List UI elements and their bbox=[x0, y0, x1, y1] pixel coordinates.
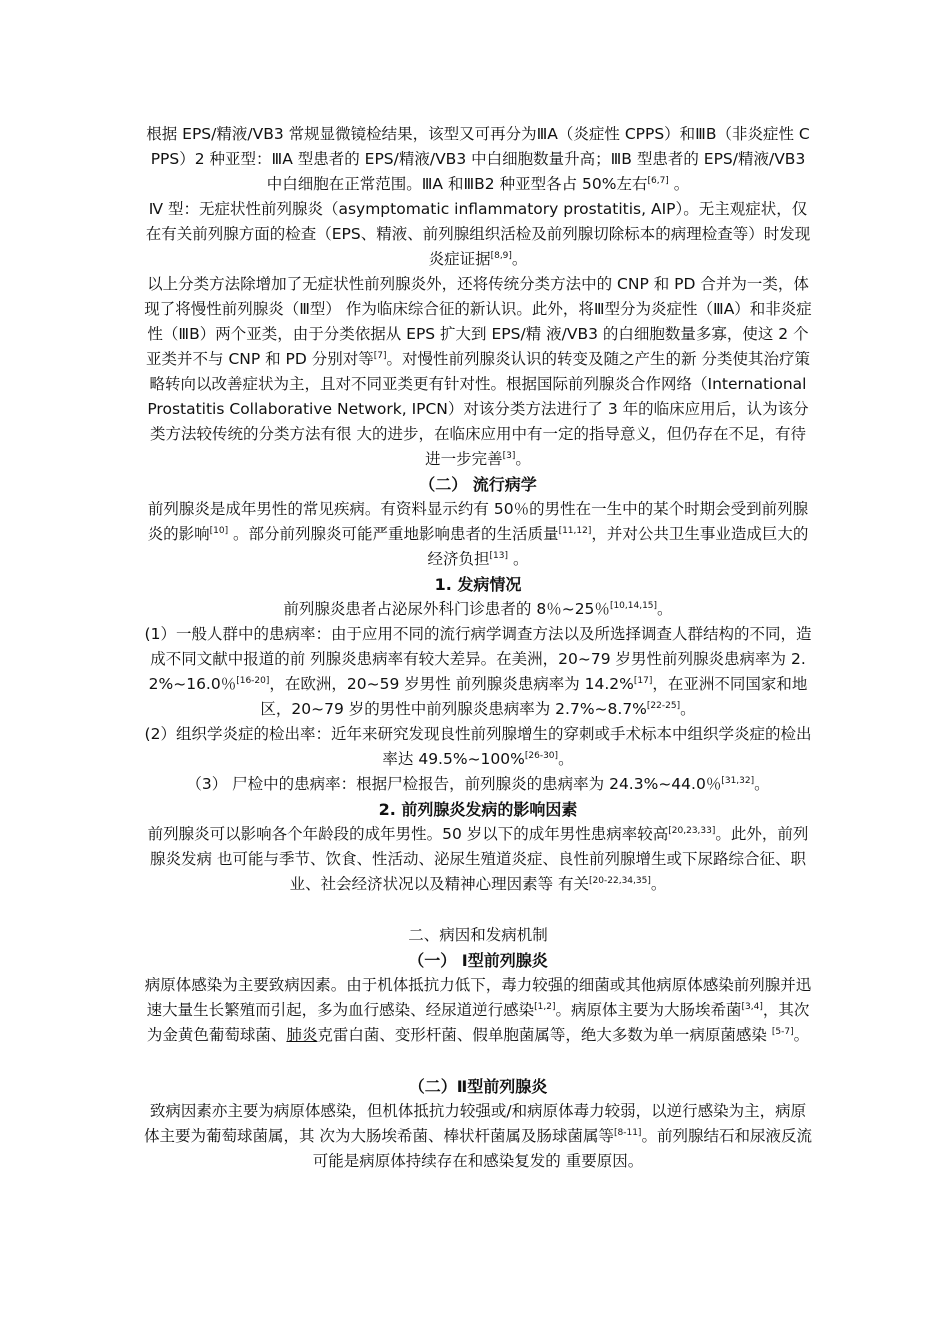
paragraph-histological bbox=[144, 722, 812, 772]
paragraph-autopsy bbox=[144, 772, 812, 797]
paragraph-text: 。 bbox=[754, 775, 770, 793]
paragraph-outpatient-share bbox=[144, 597, 812, 622]
paragraph-type2-etiology bbox=[144, 1099, 812, 1174]
paragraph-text: 。 bbox=[793, 1026, 810, 1044]
citation: [13] bbox=[489, 551, 509, 561]
paragraph-text: 。 bbox=[508, 550, 529, 568]
citation: [6,7] bbox=[647, 176, 669, 186]
paragraph-text: 。病原体主要为大肠埃希菌 bbox=[555, 1001, 742, 1019]
citation: [16-20] bbox=[236, 676, 270, 686]
paragraph-type4 bbox=[144, 197, 812, 272]
paragraph-text: 。 bbox=[515, 450, 531, 468]
paragraph-type1-etiology bbox=[144, 973, 812, 1048]
paragraph-text: ，并对公共卫生事业造成巨大的经济负担 bbox=[427, 525, 809, 568]
document-page bbox=[144, 122, 812, 1174]
paragraph-text: 克雷白菌、变形杆菌、假单胞菌属等，绝大多数为单一病原菌感染 bbox=[317, 1026, 772, 1044]
citation: [3] bbox=[502, 451, 516, 461]
heading-type2: （二）Ⅱ型前列腺炎 bbox=[408, 1077, 548, 1096]
paragraph-text: 。 bbox=[650, 875, 667, 893]
paragraph-text: 。 bbox=[657, 600, 673, 618]
citation: [11,12] bbox=[558, 526, 592, 536]
paragraph-text: （3） 尸检中的患病率：根据尸检报告，前列腺炎的患病率为 24.3%~44.0％ bbox=[186, 775, 722, 793]
paragraph-text: 。 bbox=[558, 750, 574, 768]
paragraph-text: 。 bbox=[511, 250, 528, 268]
paragraph-text: 前列腺炎是成年男性的常见疾病。有资料显示约有 50％的男性在一生中的某个时期会受到前列腺炎的影响 bbox=[147, 500, 809, 543]
paragraph-text: 致病因素亦主要为病原体感染，但机体抵抗力较强或/和病原体毒力较弱，以逆行感染为主，病原体主要为葡萄球菌属，其 次为大肠埃希菌、棒状杆菌属及肠球菌属等 bbox=[144, 1102, 807, 1145]
paragraph-text: 。 bbox=[680, 700, 696, 718]
underlined-term: 肺炎 bbox=[286, 1026, 318, 1044]
paragraph-text: ，在亚洲不同国家和地区，20~79 岁的男性中前列腺炎患病率为 2.7%~8.7% bbox=[260, 675, 808, 718]
paragraph-text: 病原体感染为主要致病因素。由于机体抵抗力低下，毒力较强的细菌或其他病原体感染前列腺并迅速大量生长繁殖而引起，多为血行感染、经尿道逆行感染 bbox=[144, 976, 812, 1019]
citation: [1,2] bbox=[534, 1002, 556, 1012]
paragraph-text: 前列腺炎患者占泌尿外科门诊患者的 8％~25％ bbox=[283, 600, 610, 618]
heading-incidence: 1. 发病情况 bbox=[434, 575, 522, 594]
paragraph-text: 。部分前列腺炎可能严重地影响患者的生活质量 bbox=[228, 525, 559, 543]
citation: [31,32] bbox=[721, 776, 755, 786]
paragraph-general-population bbox=[144, 622, 812, 722]
paragraph-epidemiology-intro bbox=[144, 497, 812, 572]
citation: [8,9] bbox=[490, 251, 512, 261]
heading-risk-factors: 2. 前列腺炎发病的影响因素 bbox=[378, 800, 578, 819]
paragraph-text: ，在欧洲，20~59 岁男性 前列腺炎患病率为 14.2% bbox=[269, 675, 634, 693]
citation: [8-11] bbox=[613, 1128, 642, 1138]
paragraph-text: (1）一般人群中的患病率：由于应用不同的流行病学调查方法以及所选择调查人群结构的不同，造成不同文献中报道的前 列腺炎患病率有较大差异。在美洲，20~79 岁男性前列腺炎患病率为 2.2%~16.0％ bbox=[144, 625, 812, 693]
section-title-etiology: 二、病因和发病机制 bbox=[408, 926, 548, 944]
spacer bbox=[144, 1048, 812, 1074]
heading-type1: （一） Ⅰ型前列腺炎 bbox=[408, 951, 548, 970]
paragraph-text: (2）组织学炎症的检出率：近年来研究发现良性前列腺增生的穿刺或手术标本中组织学炎症的检出率达 49.5%~100% bbox=[144, 725, 812, 768]
citation: [10] bbox=[209, 526, 229, 536]
citation: [22-25] bbox=[646, 701, 681, 711]
paragraph-classification-summary bbox=[144, 272, 812, 472]
citation: [5-7] bbox=[771, 1027, 794, 1037]
paragraph-text: 。对慢性前列腺炎认识的转变及随之产生的新 分类使其治疗策略转向以改善症状为主，且对不同亚类更有针对性。根据国际前列腺炎合作网络（International Prostatitis Collaborative Network, IPCN）对该分类方法进行了 3 年的临床应用后，认为该分类方法较传统的分类方法有很 大的进步，在临床应用中有一定的指导意义，但仍存在不足，有待进一步完善 bbox=[147, 350, 810, 468]
paragraph-text: 。前列腺结石和尿液反流可能是病原体持续存在和感染复发的 重要原因。 bbox=[312, 1127, 812, 1170]
paragraph-text: 前列腺炎可以影响各个年龄段的成年男性。50 岁以下的成年男性患病率较高 bbox=[147, 825, 669, 843]
citation: [10,14,15] bbox=[609, 601, 658, 611]
paragraph-type3-subtypes bbox=[144, 122, 812, 197]
paragraph-text: 。 bbox=[668, 175, 690, 193]
citation: [3,4] bbox=[741, 1002, 763, 1012]
paragraph-text: ，其次为金黄色葡萄球菌、 bbox=[146, 1001, 810, 1044]
paragraph-risk-factors bbox=[144, 822, 812, 897]
citation: [20,23,33] bbox=[668, 826, 716, 836]
citation: [20-22,34,35] bbox=[589, 876, 651, 886]
citation: [17] bbox=[633, 676, 653, 686]
paragraph-text: 以上分类方法除增加了无症状性前列腺炎外，还将传统分类方法中的 CNP 和 PD 合并为一类，体现了将慢性前列腺炎（Ⅲ型） 作为临床综合征的新认识。此外，将Ⅲ型分为炎症性（ⅢA）和非炎症性（ⅢB）两个亚类，由于分类依据从 EPS 扩大到 EPS/精 液/VB3 的白细胞数量多寡，使这 2 个亚类并不与 CNP 和 PD 分别对等 bbox=[144, 275, 812, 368]
heading-epidemiology: （二） 流行病学 bbox=[419, 475, 537, 494]
citation: [7] bbox=[373, 351, 387, 361]
paragraph-text: 。此外，前列腺炎发病 也可能与季节、饮食、性活动、泌尿生殖道炎症、良性前列腺增生或下尿路综合征、职业、社会经济状况以及精神心理因素等 有关 bbox=[150, 825, 809, 893]
paragraph-text: 根据 EPS/精液/VB3 常规显微镜检结果，该型又可再分为ⅢA（炎症性 CPPS）和ⅢB（非炎症性 CPPS）2 种亚型：ⅢA 型患者的 EPS/精液/VB3 中白细胞数量升高；ⅢB 型患者的 EPS/精液/VB3 中白细胞在正常范围。ⅢA 和ⅢB2 种亚型各占 50%左右 bbox=[146, 125, 810, 193]
paragraph-text: Ⅳ 型：无症状性前列腺炎（asymptomatic inflammatory prostatitis, AIP）。无主观症状，仅在有关前列腺方面的检查（EPS、精液、前列腺组织活检及前列腺切除标本的病理检查等）时发现炎症证据 bbox=[145, 200, 811, 268]
citation: [26-30] bbox=[524, 751, 559, 761]
